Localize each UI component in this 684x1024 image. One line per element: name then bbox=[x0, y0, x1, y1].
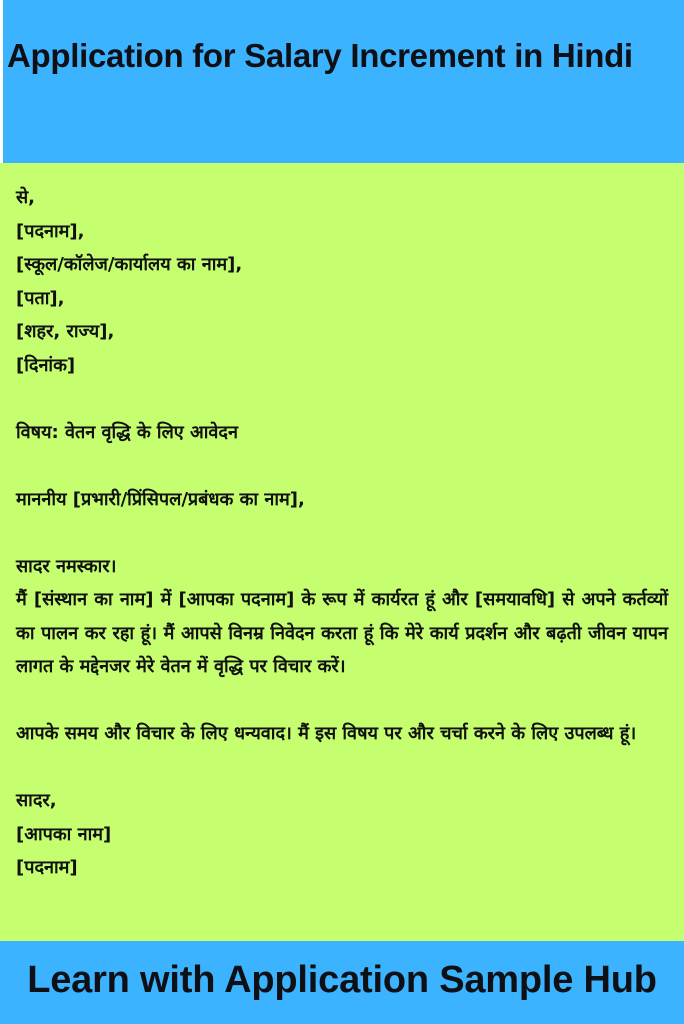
letter-subject: विषय: वेतन वृद्धि के लिए आवेदन bbox=[16, 421, 238, 443]
letter-city-state: [शहर, राज्य], bbox=[16, 321, 115, 342]
letter-salutation: माननीय [प्रभारी/प्रिंसिपल/प्रबंधक का नाम], bbox=[16, 488, 305, 510]
footer-banner bbox=[0, 941, 684, 1024]
letter-institution: [स्कूल/कॉलेज/कार्यालय का नाम], bbox=[16, 254, 243, 275]
letter-your-name: [आपका नाम] bbox=[16, 823, 112, 845]
letter-from: से, bbox=[16, 187, 36, 208]
letter-greeting: सादर नमस्कार। bbox=[16, 555, 117, 577]
letter-body-paragraph: मैं [संस्थान का नाम] में [आपका पदनाम] के रूप में कार्यरत हूं और [समयावधि] से अपने कर्तव्यों का पालन कर रहा हूं। मैं आपसे विनम्र निवेदन करता हूं कि मेरे कार्य प्रदर्शन और बढ़ती जीवन यापन लागत के मद्देनजर मेरे वेतन में वृद्धि पर विचार करें। bbox=[16, 589, 668, 677]
footer-text: Learn with Application Sample Hub bbox=[27, 959, 657, 1001]
letter-address: [पता], bbox=[16, 287, 65, 309]
letter-your-designation: [पदनाम] bbox=[16, 857, 78, 878]
letter-closing-paragraph: आपके समय और विचार के लिए धन्यवाद। मैं इस विषय पर और चर्चा करने के लिए उपलब्ध हूं। bbox=[16, 723, 637, 744]
letter-body bbox=[0, 163, 684, 941]
letter-date: [दिनांक] bbox=[16, 354, 76, 376]
letter-sign-off: सादर, bbox=[16, 790, 57, 811]
page-title: Application for Salary Increment in Hindi bbox=[7, 37, 633, 74]
letter-designation: [पदनाम], bbox=[16, 220, 85, 242]
header-banner bbox=[3, 0, 684, 163]
